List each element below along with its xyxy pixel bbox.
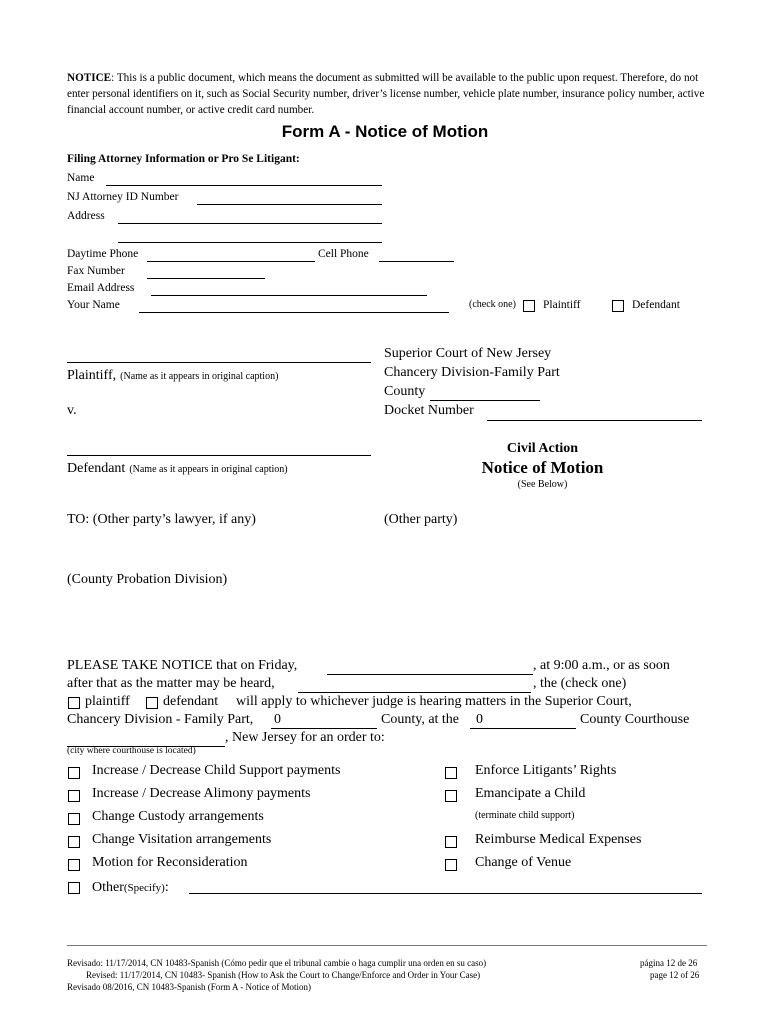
option-alimony: Increase / Decrease Alimony payments (92, 786, 311, 801)
option-venue: Change of Venue (475, 855, 572, 870)
body-line-1b: , at 9:00 a.m., or as soon (533, 658, 670, 673)
custody-checkbox[interactable] (68, 813, 80, 825)
county-field[interactable] (430, 400, 540, 401)
see-below-label: (See Below) (517, 479, 568, 490)
option-visitation: Change Visitation arrangements (92, 832, 272, 847)
your-name-label: Your Name (67, 299, 120, 311)
defendant-caption (67, 459, 288, 477)
county-field-2[interactable] (470, 728, 576, 729)
option-enforce-rights: Enforce Litigants’ Rights (475, 763, 617, 778)
footer-line-3: Revisado 08/2016, CN 10483-Spanish (Form A - Notice of Motion) (67, 982, 311, 992)
reconsideration-checkbox[interactable] (68, 859, 80, 871)
notice-text: : This is a public document, which means the document as submitted will be available to the public upon request. Therefore, do not enter personal identifiers on it, such as Social Security number, driver’s license number, vehicle plate number, insurance policy number, active financial account number, or active credit card number. (67, 72, 705, 116)
filing-heading: Filing Attorney Information or Pro Se Litigant: (67, 153, 300, 165)
versus-label: v. (67, 403, 77, 418)
city-note: (city where courthouse is located) (67, 746, 196, 756)
body-line-4a: Chancery Division - Family Part, (67, 712, 254, 727)
email-field[interactable] (151, 295, 427, 296)
address-field-2[interactable] (118, 242, 382, 243)
docket-field[interactable] (487, 420, 702, 421)
other-party-label: (Other party) (384, 512, 458, 527)
body-line-2b: , the (check one) (533, 676, 627, 691)
attorney-id-field[interactable] (197, 204, 382, 205)
child-support-checkbox[interactable] (68, 767, 80, 779)
to-lawyer-label: TO: (Other party’s lawyer, if any) (67, 512, 256, 527)
body-line-4b: County, at the (381, 712, 460, 727)
option-emancipate: Emancipate a Child (475, 786, 586, 801)
probation-label: (County Probation Division) (67, 572, 228, 587)
emancipate-checkbox[interactable] (445, 790, 457, 802)
option-other-colon: : (164, 880, 169, 895)
plaintiff-name-field[interactable] (67, 362, 371, 363)
your-name-field[interactable] (139, 312, 449, 313)
address-label: Address (67, 210, 105, 222)
check-one-label: (check one) (469, 299, 516, 310)
county-label: County (384, 384, 426, 399)
defendant-option-label: Defendant (632, 299, 680, 311)
option-reconsideration: Motion for Reconsideration (92, 855, 248, 870)
other-specify-field[interactable] (189, 893, 702, 894)
page-title: Form A - Notice of Motion (281, 122, 489, 141)
plaintiff-caption-note: (Name as it appears in original caption) (120, 371, 279, 382)
footer-divider (67, 945, 707, 946)
medical-checkbox[interactable] (445, 836, 457, 848)
venue-checkbox[interactable] (445, 859, 457, 871)
body-defendant-label: defendant (163, 694, 219, 709)
defendant-name-field[interactable] (67, 455, 371, 456)
body-defendant-checkbox[interactable] (146, 697, 158, 709)
defendant-caption-label: Defendant (67, 461, 126, 476)
civil-action-label: Civil Action (506, 441, 579, 456)
court-division: Chancery Division-Family Part (384, 365, 560, 380)
option-other-specify: (Specify) (123, 882, 165, 894)
option-other-label: Other (92, 880, 124, 895)
plaintiff-option-label: Plaintiff (543, 299, 581, 311)
option-medical: Reimburse Medical Expenses (475, 832, 642, 847)
footer-line-2: Revised: 11/17/2014, CN 10483- Spanish (How to Ask the Court to Change/Enforce and Order in Your Case) (86, 970, 481, 980)
notice-of-motion-heading: Notice of Motion (481, 458, 604, 477)
docket-label: Docket Number (384, 403, 474, 418)
public-notice (67, 70, 717, 118)
enforce-rights-checkbox[interactable] (445, 767, 457, 779)
daytime-phone-field[interactable] (147, 261, 315, 262)
county-value-1: 0 (274, 712, 281, 727)
body-line-3: will apply to whichever judge is hearing matters in the Superior Court, (236, 694, 632, 709)
body-line-1a: PLEASE TAKE NOTICE that on Friday, (67, 658, 298, 673)
county-value-2: 0 (476, 712, 483, 727)
body-plaintiff-checkbox[interactable] (68, 697, 80, 709)
fax-field[interactable] (147, 278, 265, 279)
email-label: Email Address (67, 282, 135, 294)
visitation-checkbox[interactable] (68, 836, 80, 848)
defendant-caption-note: (Name as it appears in original caption) (129, 464, 288, 475)
address-field-1[interactable] (118, 223, 382, 224)
footer-line-1: Revisado: 11/17/2014, CN 10483-Spanish (Cómo pedir que el tribunal cambie o haga cumplir una orden en su caso) (67, 958, 487, 968)
body-plaintiff-label: plaintiff (85, 694, 130, 709)
hearing-date-field[interactable] (327, 674, 533, 675)
body-line-2a: after that as the matter may be heard, (67, 676, 275, 691)
body-line-5: , New Jersey for an order to: (225, 730, 385, 745)
plaintiff-checkbox[interactable] (523, 300, 535, 312)
name-field[interactable] (106, 185, 382, 186)
footer-page-en: page 12 of 26 (650, 970, 700, 980)
other-checkbox[interactable] (68, 882, 80, 894)
terminate-note: (terminate child support) (475, 810, 575, 821)
footer-page-es: página 12 de 26 (640, 958, 698, 968)
plaintiff-caption (67, 366, 278, 384)
court-name: Superior Court of New Jersey (384, 346, 552, 361)
notice-label: NOTICE (67, 72, 112, 84)
defendant-checkbox[interactable] (612, 300, 624, 312)
alimony-checkbox[interactable] (68, 790, 80, 802)
option-child-support: Increase / Decrease Child Support payments (92, 763, 341, 778)
name-label: Name (67, 172, 95, 184)
cell-phone-field[interactable] (379, 261, 454, 262)
hearing-time-field[interactable] (298, 692, 531, 693)
fax-label: Fax Number (67, 265, 125, 277)
daytime-phone-label: Daytime Phone (67, 248, 139, 260)
county-field-1[interactable] (271, 728, 377, 729)
cell-phone-label: Cell Phone (318, 248, 369, 260)
option-custody: Change Custody arrangements (92, 809, 264, 824)
attorney-id-label: NJ Attorney ID Number (67, 191, 179, 203)
option-other (92, 878, 169, 896)
plaintiff-caption-label: Plaintiff, (67, 368, 117, 383)
body-line-4c: County Courthouse (580, 712, 690, 727)
